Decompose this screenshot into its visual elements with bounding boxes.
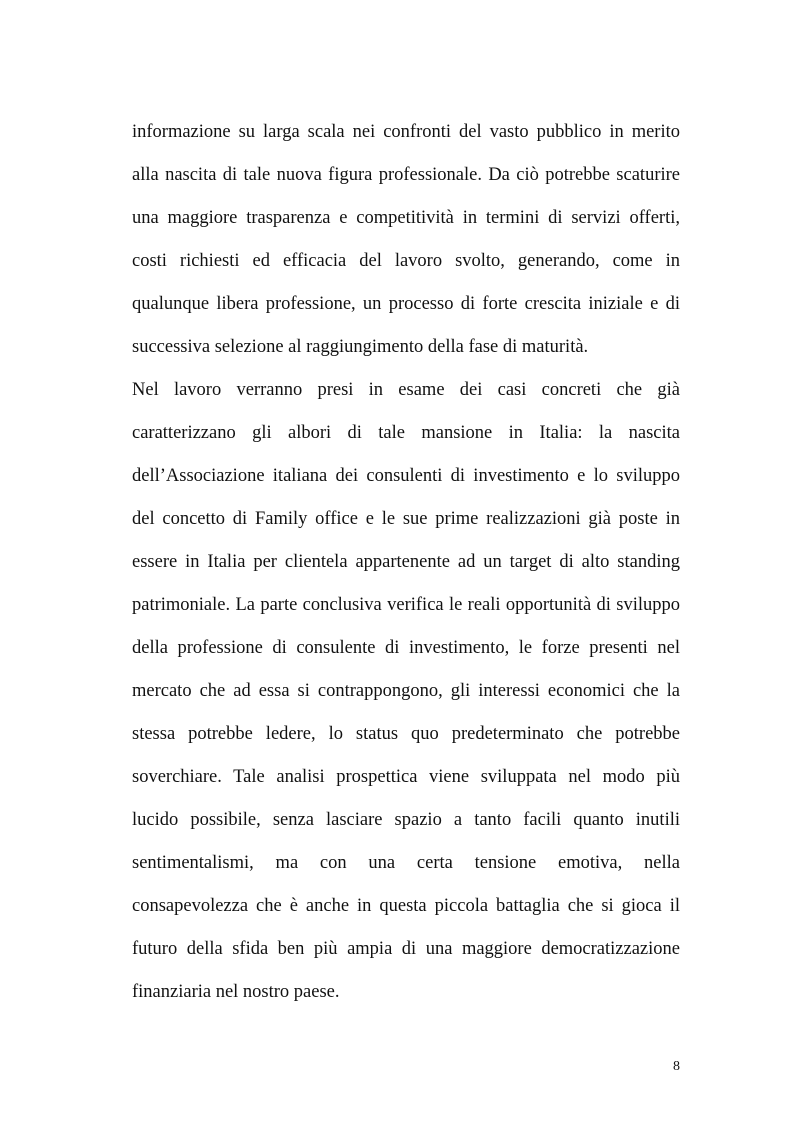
text-line: mercato che ad essa si contrappongono, gli interessi economici che la xyxy=(132,681,680,701)
text-line: della professione di consulente di investimento, le forze presenti nel xyxy=(132,638,680,658)
text-line: stessa potrebbe ledere, lo status quo predeterminato che potrebbe xyxy=(132,724,680,744)
text-line: del concetto di Family office e le sue prime realizzazioni già poste in xyxy=(132,509,680,529)
text-line: futuro della sfida ben più ampia di una maggiore democratizzazione xyxy=(132,939,680,959)
text-line: costi richiesti ed efficacia del lavoro svolto, generando, come in xyxy=(132,251,680,271)
text-line: finanziaria nel nostro paese. xyxy=(132,982,340,1002)
text-line: essere in Italia per clientela appartenente ad un target di alto standing xyxy=(132,552,680,572)
page-number: 8 xyxy=(673,1059,680,1074)
text-line: consapevolezza che è anche in questa piccola battaglia che si gioca il xyxy=(132,896,680,916)
text-line: sentimentalismi, ma con una certa tensione emotiva, nella xyxy=(132,853,680,873)
text-line: dell’Associazione italiana dei consulenti di investimento e lo sviluppo xyxy=(132,466,680,486)
body-text xyxy=(132,111,680,1014)
text-line: Nel lavoro verranno presi in esame dei casi concreti che già xyxy=(132,380,680,400)
text-line: alla nascita di tale nuova figura professionale. Da ciò potrebbe scaturire xyxy=(132,165,680,185)
text-line: patrimoniale. La parte conclusiva verifica le reali opportunità di sviluppo xyxy=(132,595,680,615)
text-line: lucido possibile, senza lasciare spazio a tanto facili quanto inutili xyxy=(132,810,680,830)
text-line: una maggiore trasparenza e competitività in termini di servizi offerti, xyxy=(132,208,680,228)
text-line: informazione su larga scala nei confronti del vasto pubblico in merito xyxy=(132,122,680,142)
text-line: soverchiare. Tale analisi prospettica viene sviluppata nel modo più xyxy=(132,767,680,787)
text-line: qualunque libera professione, un processo di forte crescita iniziale e di xyxy=(132,294,680,314)
text-line: successiva selezione al raggiungimento della fase di maturità. xyxy=(132,337,589,357)
text-line: caratterizzano gli albori di tale mansione in Italia: la nascita xyxy=(132,423,680,443)
